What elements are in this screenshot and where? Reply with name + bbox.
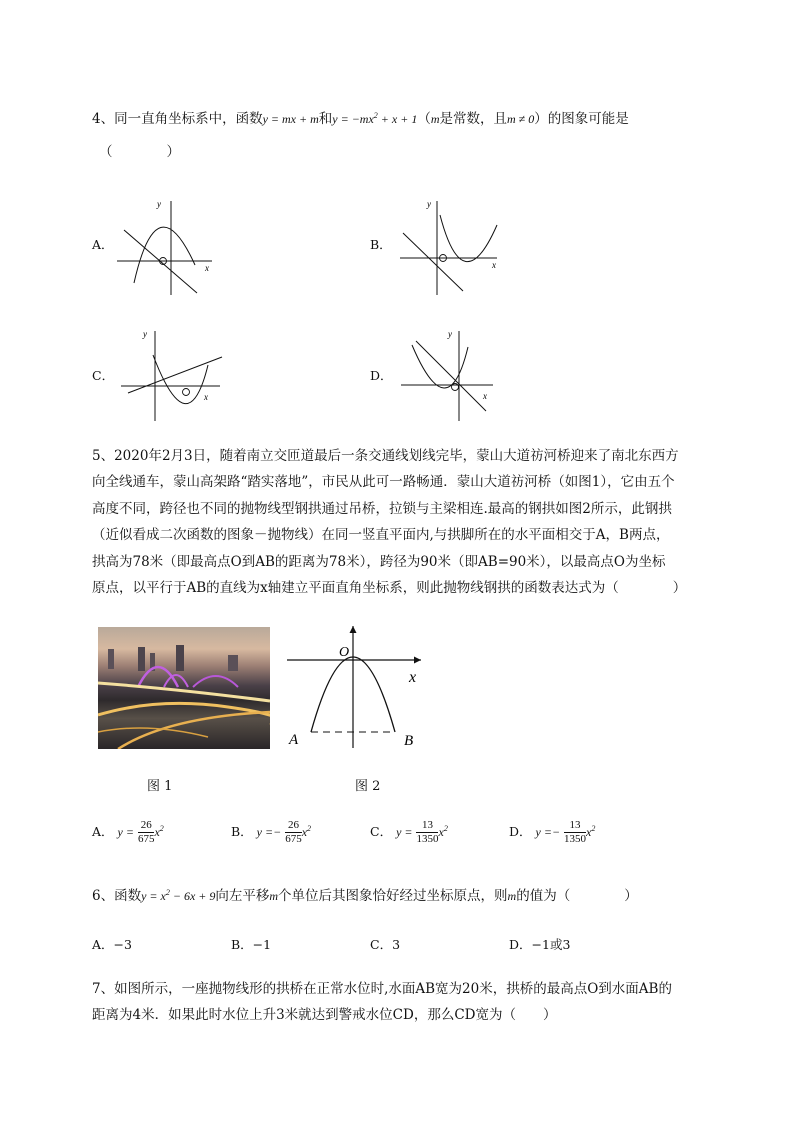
x-axis-label: x xyxy=(205,263,209,273)
q4-option-c-label[interactable]: C． xyxy=(92,368,115,383)
y-axis-label: y xyxy=(157,199,161,209)
x-axis-label: x xyxy=(204,392,208,402)
fig1-caption: 图 1 xyxy=(147,779,173,794)
q5-option-d[interactable]: D． y =− $\frac{13}{1350}$ $x^2$ xyxy=(509,819,596,845)
x-axis-label: x xyxy=(492,260,496,270)
x-axis-label: x xyxy=(483,391,487,401)
q4-graph-b[interactable] xyxy=(395,195,505,300)
origin-label: O xyxy=(339,645,350,660)
q5-option-a[interactable]: A． y = $\frac{26}{675}$ $x^2$ xyxy=(92,819,164,845)
q4-graph-a[interactable] xyxy=(112,195,217,300)
q4-option-b-label[interactable]: B． xyxy=(370,237,392,252)
parabola-figure xyxy=(283,622,425,752)
q5-option-b[interactable]: B． y =− $\frac{26}{675}$ $x^2$ xyxy=(231,819,312,845)
q4-graph-c[interactable] xyxy=(118,325,228,425)
point-b-label: B xyxy=(404,733,414,749)
q5-stem: 5、2020年2月3日，随着南立交匝道最后一条交通线划线完毕，蒙山大道祊河桥迎来了南北东西方 向全线通车，蒙山高架路“踏实落地”，市民从此可一路畅通．蒙山大道祊河桥（如图1），它由五个 高度不同，跨径也不同的抛物线型钢拱通过吊桥，拉锁与主梁相连.最高的钢拱如图2所示，此钢拱 （近似看成二次函数的图象－抛物线）在同一竖直平面内,与拱脚所在的水平面相交于A，B两点， 拱高为78米（即最高点O到AB的距离为78米），跨径为90米（即AB=90米），以最高点O为坐标 原点，以平行于AB的直线为x轴建立平面直角坐标系，则此抛物线钢拱的函数表达式为（ ） xyxy=(92,448,687,597)
q6-option-d[interactable]: D．−1或3 xyxy=(509,937,571,952)
q6-option-a[interactable]: A．−3 xyxy=(92,937,132,952)
q6-stem: 6、函数$y = x^2 - 6x + 9$向左平移m个单位后其图象恰好经过坐标原点，则m的值为（ ） xyxy=(92,888,638,904)
q4-answer-blank: （ ） xyxy=(99,144,180,160)
point-a-label: A xyxy=(289,732,299,748)
fig2-caption: 图 2 xyxy=(355,779,381,794)
q7-stem: 7、如图所示，一座抛物线形的拱桥在正常水位时,水面AB宽为20米，拱桥的最高点O到水面AB的 距离为4米．如果此时水位上升3米就达到警戒水位CD，那么CD宽为（ ） xyxy=(92,981,672,1024)
x-axis-label: x xyxy=(409,669,417,686)
q4-stem: 4、同一直角坐标系中，函数y = mx + m和$y = -mx^2 + x + 1(m$是常数，且m ≠ 0）的图象可能是 xyxy=(92,111,629,127)
y-axis-label: y xyxy=(143,329,147,339)
q6-option-c[interactable]: C．3 xyxy=(370,937,401,952)
q5-option-c[interactable]: C． y = $\frac{13}{1350}$ $x^2$ xyxy=(370,819,448,845)
bridge-photo xyxy=(98,627,270,749)
origin-mark xyxy=(183,389,190,396)
y-axis-label: y xyxy=(448,329,452,339)
q4-graph-d[interactable] xyxy=(396,325,501,425)
q6-option-b[interactable]: B．−1 xyxy=(231,937,272,952)
q4-option-a-label[interactable]: A． xyxy=(92,237,114,252)
y-axis-label: y xyxy=(427,199,431,209)
q4-option-d-label[interactable]: D． xyxy=(370,368,393,383)
